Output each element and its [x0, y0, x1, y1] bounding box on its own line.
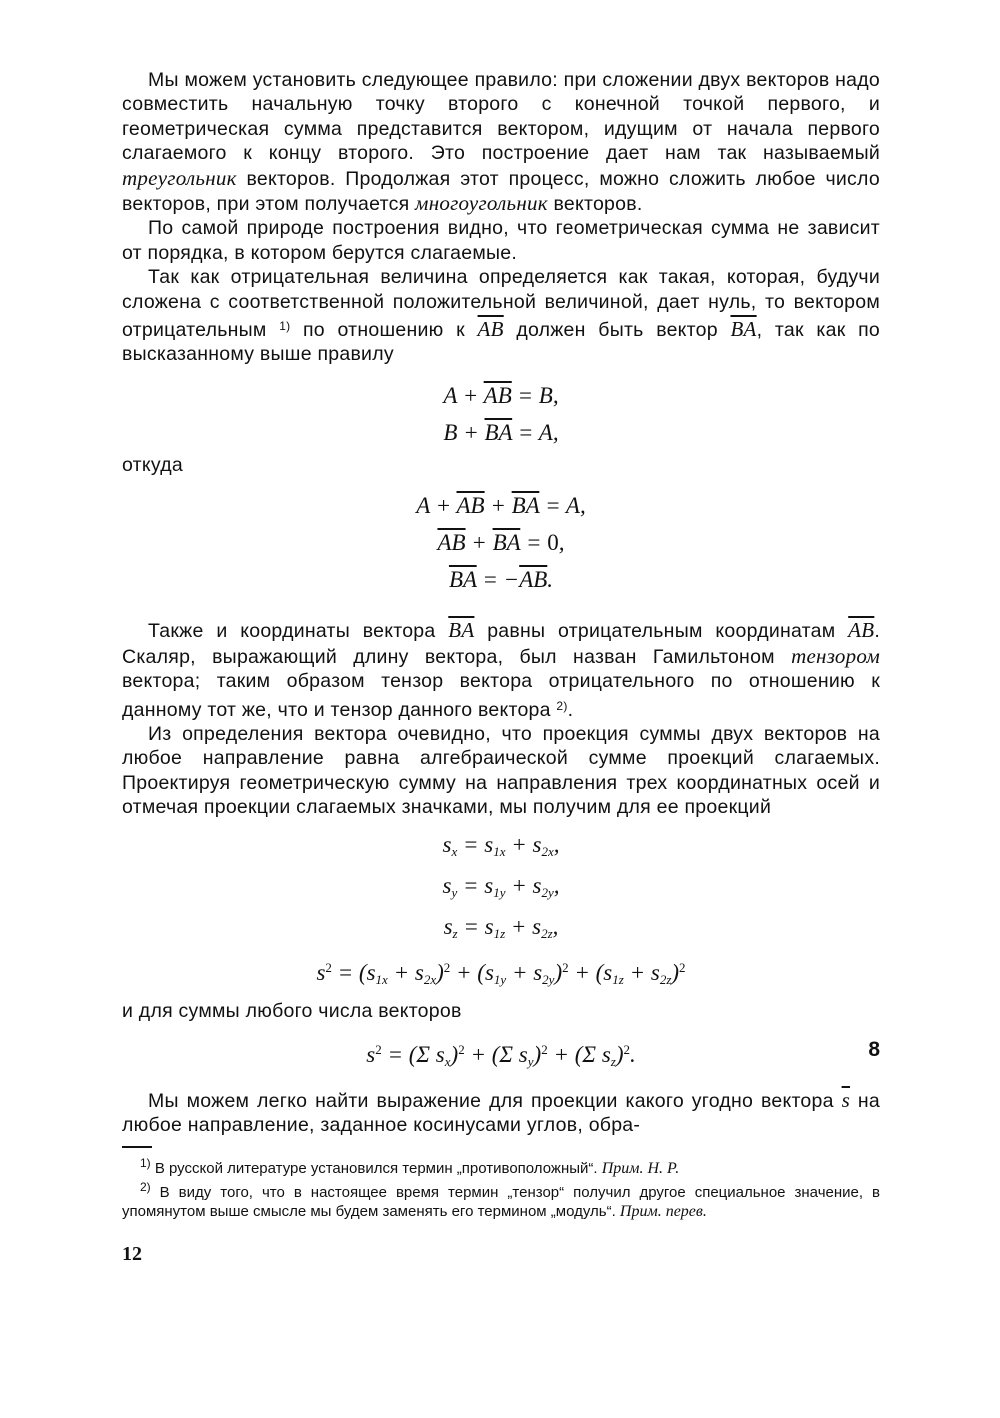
equation-line: $s_z = s_{1z} + s_{2z}$,: [443, 913, 559, 941]
paragraph-any-number: и для суммы любого числа векторов: [122, 999, 462, 1022]
word-otkuda: откуда: [122, 453, 183, 476]
equation-8: [122, 1031, 880, 1080]
equation-line: $A + \overline{AB} = B$,: [443, 382, 559, 408]
footnote-2: $^{2)}$ В виду того, что в настоящее время термин „тензор“ получил другое специальное значение, в упомянутом выше смысле мы будем заменять его термином „модуль“. Прим. перев.: [122, 1179, 880, 1220]
term-triangle: треугольник: [122, 165, 237, 190]
equation-line: $s_y = s_{1y} + s_{2y}$,: [442, 872, 560, 900]
term-polygon: многоугольник: [415, 191, 548, 216]
footnote-ref-1[interactable]: 1): [279, 319, 291, 334]
vector-AB: $\overline{AB}$: [848, 618, 875, 643]
equation-number: 8: [868, 1037, 880, 1061]
equation-line: $A + \overline{AB} + \overline{BA} = A$,: [416, 493, 586, 519]
equation-line: $s^2 = (\Sigma$ $s_x)^2 + (\Sigma$ $s_y)^2 + (\Sigma$ $s_z)^2$.: [366, 1041, 636, 1069]
vector-s: $\overline{s}$: [841, 1087, 851, 1112]
paragraph-projections: Из определения вектора очевидно, что проекция суммы двух векторов на любое направление равна алгебраической сумме проекций слагаемых. Проектируя геометрическую сумму на направления трех координатных осей и отмечая проекции слагаемых значками, мы получим для ее проекций: [122, 722, 880, 819]
footnote-divider: [122, 1146, 152, 1148]
vector-BA: $\overline{BA}$: [730, 317, 757, 342]
paragraph-tensor: Также и координаты вектора $\overline{BA}$ равны отрицательным координатам $\overline{AB}$. Скаляр, выражающий длину вектора, был назван Гамильтоном тензором вектора; таким образом тензор вектора отрицательного по отношению к данному тот же, что и тензор данного вектора $^{2)}$.: [122, 618, 880, 721]
footnote-mark-1: 1): [140, 1155, 151, 1170]
vector-AB: $\overline{AB}$: [477, 317, 504, 342]
equation-line: $\overline{AB} + \overline{BA} = 0$,: [437, 530, 565, 556]
footnote-1: $^{1)}$ В русской литературе установился термин „противоположный“. Прим. Н. Р.: [140, 1155, 680, 1177]
vector-BA: $\overline{BA}$: [448, 618, 475, 643]
page-number: 12: [122, 1242, 142, 1265]
term-tensor: тензором: [791, 643, 880, 668]
equation-line: $B + \overline{BA} = A$,: [443, 419, 559, 445]
paragraph-vector-addition-rule: Мы можем установить следующее правило: при сложении двух векторов надо совместить начальную точку второго с конечной точкой первого, и геометрическая сумма представится вектором, идущим от начала первого слагаемого к концу второго. Это построение дает нам так называемый треугольник векторов. Продолжая этот процесс, можно сложить любое число векторов, при этом получается многоугольник векторов.: [122, 69, 880, 216]
equation-group-projections: [122, 828, 880, 997]
equation-group-1: [122, 377, 880, 451]
footnote-note-2: Прим. перев.: [619, 1202, 707, 1220]
footnote-mark-2: 2): [140, 1179, 151, 1194]
paragraph-projection-any-direction: Мы можем легко найти выражение для проекции какого угодно вектора $\overline{s}$ на любое направление, заданное косинусами углов, обра-: [122, 1087, 880, 1137]
equation-line: $s_x = s_{1x} + s_{2x}$,: [442, 831, 560, 859]
equation-line: $\overline{BA} = -\overline{AB}$.: [448, 567, 554, 593]
paragraph-commutativity: По самой природе построения видно, что геометрическая сумма не зависит от порядка, в котором берутся слагаемые.: [122, 217, 880, 264]
footnote-ref-2[interactable]: 2): [556, 698, 568, 713]
paragraph-negative-vector: Так как отрицательная величина определяется как такая, которая, будучи сложена с соответственной положительной величиной, дает нуль, то вектором отрицательным $^{1)}$ по отношению к $\overline{AB}$ должен быть вектор $\overline{BA}$, так как по высказанному выше правилу: [122, 266, 881, 366]
equation-group-2: [122, 487, 880, 598]
page-body: [122, 68, 880, 1266]
equation-line: $s^2 = (s_{1x} + s_{2x})^2 + (s_{1y} + s_{2y})^2 + (s_{1z} + s_{2z})^2$: [316, 959, 686, 987]
footnote-note-1: Прим. Н. Р.: [601, 1159, 680, 1177]
